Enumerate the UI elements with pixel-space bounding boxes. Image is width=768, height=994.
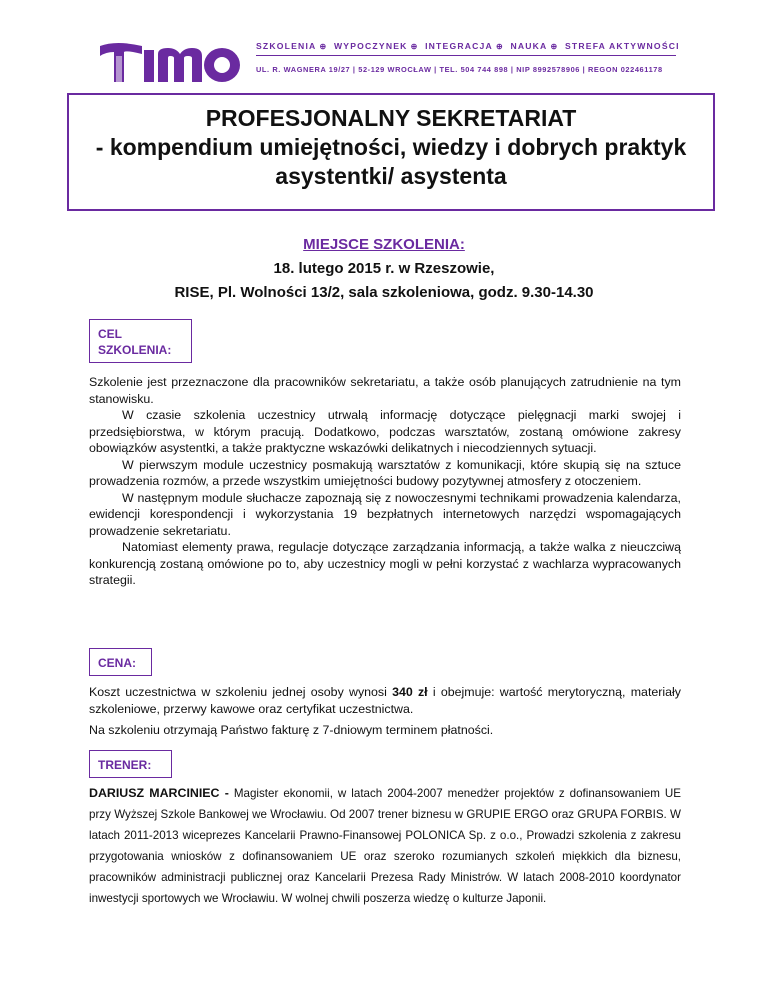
trainer-name: DARIUSZ MARCINIEC -	[89, 786, 229, 800]
trainer-paragraph	[89, 783, 681, 909]
goal-text	[89, 374, 681, 589]
nav-item-integracja: INTEGRACJA	[425, 41, 493, 51]
nav-item-strefa: STREFA AKTYWNOŚCI	[564, 41, 680, 51]
trainer-text	[89, 783, 681, 909]
contact-info: UL. R. WAGNERA 19/27 | 52-129 WROCŁAW | TEL. 504 744 898 | NIP 8992578906 | REGON 022461178	[256, 65, 663, 74]
price-label: CENA:	[89, 648, 152, 676]
goal-paragraph: W następnym module słuchacze zapoznają się z nowoczesnymi technikami prowadzenia kalendarza, ewidencji korespondencji i wykorzystania 19 bezpłatnych internetowych narzędzi wspomagających prowadzenie sekretariatu.	[89, 490, 681, 538]
goal-paragraph: Natomiast elementy prawa, regulacje dotyczące zarządzania informacją, a także walka z nieuczciwą konkurencją zostaną omówione po to, aby uczestnicy mogli w pełni korzystać z wachlarza wypracowanych strategii.	[89, 540, 681, 587]
title-line-1: PROFESJONALNY SEKRETARIAT	[205, 105, 577, 131]
header-nav: SZKOLENIA ⊕ WYPOCZYNEK ⊕ INTEGRACJA ⊕ NAUKA ⊕ STREFA AKTYWNOŚCI	[256, 41, 680, 51]
invoice-paragraph: Na szkoleniu otrzymają Państwo fakturę z 7-dniowym terminem płatności.	[89, 723, 494, 737]
nav-item-nauka: NAUKA	[510, 41, 548, 51]
company-logo	[96, 40, 246, 84]
goal-paragraph: Szkolenie jest przeznaczone dla pracowników sekretariatu, a także osób planujących zatrudnienie na tym stanowisku.	[89, 375, 681, 406]
price-text	[89, 684, 681, 739]
price-amount: 340 zł	[392, 685, 428, 699]
price-text-before: Koszt uczestnictwa w szkoleniu jednej osoby wynosi	[89, 685, 393, 699]
nav-item-wypoczynek: WYPOCZYNEK	[333, 41, 408, 51]
price-text-after: i obejmuje: wartość merytoryczną, materiały szkoleniowe, przerwy kawowe oraz certyfikat uczestnictwa.	[89, 685, 681, 716]
title-line-2: - kompendium umiejętności, wiedzy i dobrych praktyk	[95, 134, 687, 160]
venue-label: MIEJSCE SZKOLENIA:	[303, 236, 465, 253]
goal-paragraph: W czasie szkolenia uczestnicy utrwalą informację dotyczące pielęgnacji marki swojej i przedsiębiorstwa, w którym pracują. Dodatkowo, podczas warsztatów, zostaną omówione zakresy obowiązków asystentki, a także praktyczne wskazówki delikatnych i niecodziennych sytuacji.	[89, 408, 681, 455]
trainer-label: TRENER:	[89, 750, 172, 778]
title-line-3: asystentki/ asystenta	[275, 163, 507, 189]
header-divider	[256, 55, 676, 56]
venue-place: RISE, Pl. Wolności 13/2, sala szkoleniowa, godz. 9.30-14.30	[174, 284, 594, 301]
trainer-bio: Magister ekonomii, w latach 2004-2007 menedżer projektów z dofinansowaniem UE przy Wyższej Szkole Bankowej we Wrocławiu. Od 2007 trener biznesu w GRUPIE ERGO oraz GRUPA FORBIS. W latach 2011-2013 wiceprezes Kancelarii Prawno-Finansowej POLONICA Sp. z o.o., Prowadzi szkolenia z zakresu przygotowania wniosków z dofinansowaniem UE oraz szeroko rozumianych szkoleń miękkich dla biznesu, pracowników administracji publicznej oraz Kancelarii Prezesa Rady Ministrów. W latach 2008-2010 koordynator inwestycji sportowych we Wrocławiu. W wolnej chwili poszerza wiedzę o kulturze Japonii.	[89, 787, 681, 905]
price-paragraph	[89, 684, 681, 717]
nav-item-szkolenia: SZKOLENIA	[256, 41, 317, 51]
goal-label	[89, 319, 192, 363]
goal-label-line-1: CEL	[98, 327, 122, 341]
venue-date: 18. lutego 2015 r. w Rzeszowie,	[273, 260, 495, 277]
title-box	[67, 93, 715, 211]
goal-label-line-2: SZKOLENIA:	[98, 343, 172, 357]
goal-paragraph: W pierwszym module uczestnicy posmakują warsztatów z komunikacji, które skupią się na sztuce prowadzenia rozmów, a przede wszystkim umiejętności budowy pozytywnej atmosfery z otoczeniem.	[89, 457, 681, 488]
